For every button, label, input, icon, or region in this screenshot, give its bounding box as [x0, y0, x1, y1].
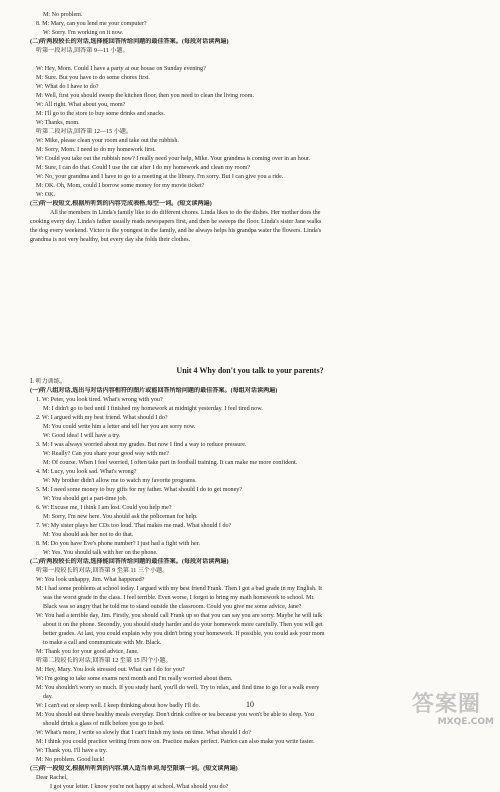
- text-line: W: What do I have to do?: [36, 84, 99, 90]
- text-line: W: Really? Can you share your good way with me?: [43, 451, 169, 457]
- text-line: W: OK.: [36, 192, 56, 198]
- text-line: 1. W: Peter, you look tired. What's wrong with you?: [36, 397, 163, 403]
- text-line: W: No, your grandma and I have to go to a meeting at the library. I'm sorry. But I can give you a ride.: [36, 174, 284, 180]
- text-line: W: I'm going to take some exams next month and I'm really worried about them.: [36, 676, 233, 682]
- text-line: M: I'll go to the store to buy some drinks and snacks.: [36, 111, 166, 117]
- text-line: about it on the phone. Secondly, you should study harder and do your homework more carefully. Then you will get: [43, 622, 323, 628]
- text-line: I got your letter. I know you're not happy at school. What should you do?: [50, 784, 229, 790]
- text-line: W: My brother didn't allow me to watch my favorite programs.: [43, 478, 197, 484]
- text-line: M: You should ask her not to do that.: [43, 532, 134, 538]
- section-heading: (三)听一段短文,根据所听到的内容,填入适当单词,每空限填一词。(短文读两遍): [30, 766, 238, 772]
- text-line: M: Of course. When I feel worried, I often take part in football training. It can make me more confident.: [43, 460, 298, 466]
- text-line: M: Sorry, Mom. I need to do my homework first.: [36, 147, 156, 153]
- text-line: Ⅰ. 听力训练。: [30, 379, 66, 385]
- text-line: Black was so angry that he told me to stand outside the classroom. Could you give me some advice, Jane?: [43, 604, 302, 610]
- text-line: better grades. At last, you could explain why you didn't bring your homework. If possible, you could ask your mom: [43, 631, 325, 637]
- section-heading: (二)听两段较长的对话,选择能回答所给问题的最佳答案。(每段对话读两遍): [30, 39, 229, 45]
- text-line: M: No problem. Good luck!: [36, 757, 105, 763]
- text-line: M: No problem.: [43, 12, 83, 18]
- text-line: W: Yes. You should talk with her on the phone.: [43, 550, 158, 556]
- text-line: M: I had some problems at school today. I argued with my best friend Frank. Then I got a bad grade in my English. It: [36, 586, 322, 592]
- text-line: 听第二段较长的对话,回答第 12 至第 15 四个小题。: [36, 658, 172, 664]
- text-line: 听第一段对话,回答第 9—11 小题。: [36, 48, 129, 54]
- unit-title: Unit 4 Why don't you talk to your parents?: [176, 366, 324, 375]
- section-heading: (二)听两段较长的对话,选择能回答所给问题的最佳答案。(每段对话读两遍): [30, 559, 229, 565]
- text-line: W: You had a terrible day, Jim. Firstly, you should call Frank up so that you can say you are sorry. Maybe he will talk: [36, 613, 323, 619]
- text-line: should drink a glass of milk before you go to bed.: [43, 721, 165, 727]
- text-line: 听第二段对话,回答第 12—15 小题。: [36, 129, 132, 135]
- text-line: 5. M: I need some money to buy gifts for my father. What should I do to get money?: [36, 487, 243, 493]
- watermark: [412, 693, 494, 727]
- text-line: W: What's more, I write so slowly that I can't finish my tests on time. What should I do?: [36, 730, 251, 736]
- text-line: 4. M: Lucy, you look sad. What's wrong?: [36, 469, 137, 475]
- text-line: M: Well, first you should sweep the kitchen floor, then you need to clean the living room.: [36, 93, 254, 99]
- text-line: 7. W: My sister plays her CDs too loud. That makes me mad. What should I do?: [36, 523, 232, 529]
- text-line: M: You could write him a letter and tell her you are sorry now.: [43, 424, 196, 430]
- text-line: Dear Rachel,: [36, 775, 68, 781]
- text-line: W: You should get a part-time job.: [43, 496, 128, 502]
- text-line: was the worst grade in the class. I feel terrible. Even worse, I forgot to bring my math homework to school. Mr.: [43, 595, 315, 601]
- text-line: M: Sorry, I'm new here. You should ask the policeman for help.: [43, 514, 198, 520]
- text-line: 听第一段较长的对话,回答第 9 至第 11 三个小题。: [36, 568, 169, 574]
- text-line: 3. M: I was always worried about my grades. But now I find a way to reduce pressure.: [36, 442, 247, 448]
- watermark-url: MXQE.COM: [437, 717, 494, 727]
- text-line: M: I didn't go to bed until I finished my homework at midnight yesterday. I feel tired now.: [43, 406, 263, 412]
- text-line: W: Mike, please clean your room and take out the rubbish.: [36, 138, 179, 144]
- text-line: grandma is not very healthy, but every day she folds their clothes.: [30, 237, 191, 243]
- text-line: day.: [43, 694, 53, 700]
- text-line: 8. M: Do you have Eve's phone number? I just had a fight with her.: [36, 541, 200, 547]
- text-line: All the members in Linda's family like to do different chores. Linda likes to do the dishes. Her mother does the: [50, 210, 321, 216]
- section-heading: (一)听八组对话,选出与对话内容相符的图片或能回答所给问题的最佳答案。(每组对话读两遍): [30, 388, 278, 394]
- text-line: W: You look unhappy, Jim. What happened?: [36, 577, 145, 583]
- text-line: the dog every weekend. Victor is the youngest in the family, and he always helps his grandpa water the flowers. Linda's: [30, 228, 322, 234]
- text-line: cooking every day. Linda's father usually reads newspapers first, and then he sweeps the floor. Linda's sister Jane walks: [30, 219, 322, 225]
- text-line: W: Good idea! I will have a try.: [43, 433, 121, 439]
- text-line: M: You shouldn't worry so much. If you study hard, you'll do well. Try to relax, and find time to go for a walk every: [36, 685, 320, 691]
- text-line: 6. W: Excuse me, I think I am lost. Could you help me?: [36, 505, 172, 511]
- text-line: M: You should eat three healthy meals everyday. Don't drink coffee or tea because you won't be able to sleep. You: [36, 712, 314, 718]
- watermark-logo: 答案圈: [412, 692, 482, 717]
- text-line: W: Could you take out the rubbish now? I really need your help, Mike. Your grandma is coming over in an hour.: [36, 156, 311, 162]
- text-line: W: All right. What about you, mom?: [36, 102, 126, 108]
- text-line: M: Hey, Mary. You look stressed out. What can I do for you?: [36, 667, 185, 673]
- text-line: W: Sorry. I'm working on it now.: [43, 30, 124, 36]
- page-number: 10: [246, 700, 254, 709]
- text-line: W: I can't eat or sleep well. I keep thinking about how badly I'll do.: [36, 703, 201, 709]
- text-line: M: Sure, I can do that. Could I use the car after I do my homework and clean my room?: [36, 165, 251, 171]
- text-line: 2. W: I argued with my best friend. What should I do?: [36, 415, 168, 421]
- text-line: 8. M: Mary, can you lend me your computer?: [36, 21, 147, 27]
- section-heading: (三)听一段短文,根据所听到的内容完成表格,每空一词。(短文读两遍): [30, 201, 212, 207]
- text-line: W: Thanks, mom.: [36, 120, 80, 126]
- text-line: M: Sure. But you have to do some chores first.: [36, 75, 150, 81]
- text-line: M: I think you could practice writing from now on. Practice makes perfect. Patrice can also make you write faster.: [36, 739, 315, 745]
- text-line: W: Thank you. I'll have a try.: [36, 748, 108, 754]
- text-line: W: Hey, Mom. Could I have a party at our house on Sunday evening?: [36, 66, 206, 72]
- text-line: to make a call and communicate with Mr. Black.: [43, 640, 162, 646]
- text-line: M: OK. Oh, Mom, could I borrow some money for my movie ticket?: [36, 183, 205, 189]
- text-line: M: Thank you for your good advice, Jane.: [36, 649, 139, 655]
